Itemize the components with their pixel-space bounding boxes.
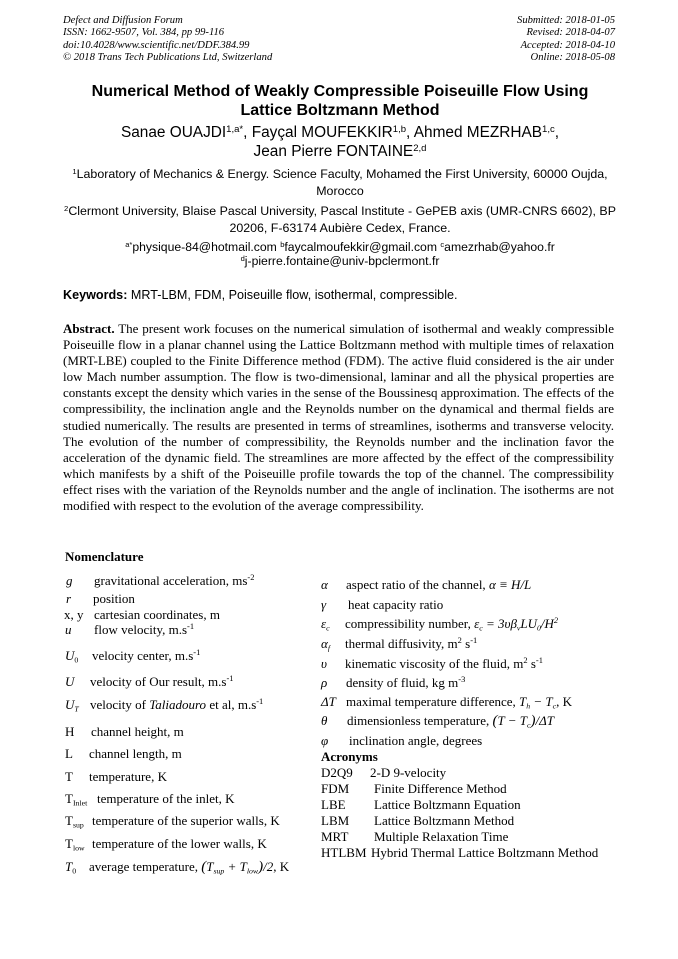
nomenclature-desc: s bbox=[527, 656, 536, 671]
unit-exponent: -2 bbox=[247, 571, 255, 582]
dimensionless-temperature-formula: $(T - T_c)/\Delta T$ bbox=[492, 713, 554, 730]
symbol-subscript: Inlet bbox=[72, 798, 88, 808]
email-list bbox=[60, 240, 620, 268]
affiliation-1 bbox=[60, 166, 620, 200]
nomenclature-entry bbox=[321, 577, 531, 592]
symbol-base: α bbox=[321, 636, 328, 651]
nomenclature-desc: temperature of the superior walls, K bbox=[92, 813, 280, 828]
author-sup: 1,c bbox=[542, 123, 555, 135]
nomenclature-entry bbox=[65, 769, 167, 784]
author-name: Fayçal MOUFEKKIR bbox=[251, 124, 393, 141]
symbol-base: T bbox=[65, 859, 73, 874]
nomenclature-entry bbox=[65, 859, 289, 875]
doi-line: doi:10.4028/www.scientific.net/DDF.384.99 bbox=[63, 39, 250, 51]
nomenclature-desc: maximal temperature difference, bbox=[346, 694, 520, 709]
symbol-base: U bbox=[65, 697, 75, 712]
nomenclature-desc: temperature, K bbox=[89, 769, 167, 784]
paper-title bbox=[60, 82, 620, 120]
issn-line: ISSN: 1662-9507, Vol. 384, pp 99-116 bbox=[63, 27, 225, 39]
abstract bbox=[63, 321, 614, 514]
acronym-value: Multiple Relaxation Time bbox=[374, 829, 509, 844]
nomenclature-entry bbox=[321, 733, 482, 748]
temperature-difference-formula: $T_h - T_c$ bbox=[519, 694, 557, 711]
acronym-value: 2-D 9-velocity bbox=[370, 765, 447, 780]
nomenclature-symbol bbox=[321, 616, 345, 631]
nomenclature-desc: channel height, m bbox=[91, 724, 184, 739]
nomenclature-symbol: α bbox=[321, 577, 328, 592]
acronym-entry bbox=[321, 781, 507, 796]
nomenclature-symbol: φ bbox=[321, 733, 329, 748]
nomenclature-desc: et al, m.s bbox=[206, 697, 257, 712]
nomenclature-entry bbox=[65, 697, 263, 712]
nomenclature-symbol: r bbox=[66, 591, 72, 606]
nomenclature-entry bbox=[321, 636, 477, 651]
nomenclature-desc: position bbox=[93, 591, 135, 606]
acronyms-title: Acronyms bbox=[321, 749, 378, 764]
author-sup: 2,d bbox=[413, 142, 427, 154]
unit-exponent: -1 bbox=[226, 672, 234, 683]
nomenclature-desc: heat capacity ratio bbox=[348, 597, 444, 612]
symbol-subscript: low bbox=[72, 843, 85, 853]
email-link[interactable]: j-pierre.fontaine@univ-bpclermont.fr bbox=[244, 254, 440, 268]
nomenclature-symbol bbox=[321, 636, 345, 651]
acronym-entry bbox=[321, 797, 521, 812]
acronym-key: LBM bbox=[321, 813, 350, 828]
nomenclature-desc: density of fluid, kg m bbox=[346, 675, 459, 690]
nomenclature-entry bbox=[65, 674, 234, 689]
nomenclature-symbol bbox=[65, 836, 92, 851]
nomenclature-entry bbox=[321, 694, 572, 709]
nomenclature-symbol: T bbox=[65, 769, 73, 784]
author-sup: 1,b bbox=[392, 123, 407, 135]
nomenclature-desc: velocity of bbox=[90, 697, 150, 712]
acronym-entry bbox=[321, 845, 598, 860]
acronym-key: FDM bbox=[321, 781, 350, 796]
acronym-key: HTLBM bbox=[321, 845, 367, 860]
nomenclature-entry bbox=[65, 648, 200, 663]
nomenclature-entry bbox=[65, 622, 194, 637]
online-date: Online: 2018-05-08 bbox=[530, 52, 615, 64]
nomenclature-symbol: γ bbox=[321, 597, 327, 612]
nomenclature-desc: channel length, m bbox=[89, 746, 182, 761]
author-separator: , bbox=[406, 124, 414, 141]
nomenclature-symbol: x, y bbox=[64, 607, 84, 622]
nomenclature-entry bbox=[64, 607, 220, 622]
nomenclature-symbol: g bbox=[66, 573, 73, 588]
aspect-ratio-formula: α ≡ H/L bbox=[488, 577, 532, 592]
journal-name: Defect and Diffusion Forum bbox=[63, 15, 183, 26]
acronym-value: Finite Difference Method bbox=[374, 781, 507, 796]
unit-exponent: -1 bbox=[193, 646, 201, 657]
author-separator: , bbox=[243, 124, 252, 141]
affiliation-sup: 2 bbox=[64, 203, 69, 213]
nomenclature-desc: dimensionless temperature, bbox=[347, 713, 493, 728]
affiliation-sup: 1 bbox=[72, 166, 77, 176]
nomenclature-entry bbox=[65, 813, 280, 828]
symbol-base: ε bbox=[321, 616, 327, 631]
nomenclature-symbol: υ bbox=[321, 656, 327, 671]
email-link[interactable]: physique-84@hotmail.com bbox=[132, 240, 277, 254]
nomenclature-desc: average temperature, bbox=[89, 859, 202, 874]
acronym-entry bbox=[321, 765, 446, 780]
nomenclature-entry bbox=[321, 597, 443, 612]
nomenclature-desc: thermal diffusivity, m bbox=[345, 636, 458, 651]
nomenclature-title: Nomenclature bbox=[65, 549, 144, 564]
symbol-base: T bbox=[65, 791, 73, 806]
nomenclature-symbol: ρ bbox=[321, 675, 328, 690]
title-line-1: Numerical Method of Weakly Compressible Poiseuille Flow Using bbox=[91, 83, 589, 100]
symbol-base: T bbox=[65, 813, 73, 828]
acronym-value: Lattice Boltzmann Equation bbox=[374, 797, 521, 812]
symbol-subscript: 0 bbox=[72, 866, 77, 876]
nomenclature-symbol: ΔT bbox=[321, 694, 336, 709]
symbol-base: T bbox=[65, 836, 73, 851]
symbol-base: U bbox=[65, 648, 75, 663]
copyright-line: © 2018 Trans Tech Publications Ltd, Switzerland bbox=[63, 52, 273, 64]
nomenclature-desc: , K bbox=[273, 859, 290, 874]
nomenclature-symbol: U bbox=[65, 674, 75, 689]
revised-date: Revised: 2018-04-07 bbox=[526, 27, 615, 39]
keywords-text: MRT-LBM, FDM, Poiseuille flow, isothermal, compressible. bbox=[127, 288, 458, 302]
nomenclature-entry bbox=[66, 591, 135, 606]
nomenclature-symbol: u bbox=[65, 622, 72, 637]
nomenclature-desc: compressibility number, bbox=[345, 616, 475, 631]
acronym-key: MRT bbox=[321, 829, 349, 844]
email-link[interactable]: faycalmoufekkir@gmail.com bbox=[284, 240, 437, 254]
unit-exponent: -1 bbox=[470, 634, 478, 645]
email-sup: c bbox=[440, 239, 445, 249]
title-line-2: Lattice Boltzmann Method bbox=[240, 102, 440, 119]
unit-exponent: -1 bbox=[187, 620, 195, 631]
nomenclature-desc: inclination angle, degrees bbox=[349, 733, 483, 748]
acronym-entry bbox=[321, 829, 508, 844]
email-sup: d bbox=[240, 253, 245, 263]
nomenclature-desc: gravitational acceleration, ms bbox=[94, 573, 248, 588]
nomenclature-desc: velocity center, m.s bbox=[92, 648, 194, 663]
unit-exponent: 2 bbox=[457, 634, 462, 645]
submitted-date: Submitted: 2018-01-05 bbox=[517, 15, 615, 26]
email-link[interactable]: amezrhab@yahoo.fr bbox=[444, 240, 555, 254]
unit-exponent: -3 bbox=[458, 673, 466, 684]
nomenclature-desc: , K bbox=[556, 694, 573, 709]
accepted-date: Accepted: 2018-04-10 bbox=[520, 39, 615, 51]
author-list bbox=[60, 123, 620, 161]
acronym-value: Hybrid Thermal Lattice Boltzmann Method bbox=[371, 845, 599, 860]
nomenclature-entry bbox=[66, 573, 254, 588]
nomenclature-desc: temperature of the lower walls, K bbox=[92, 836, 267, 851]
nomenclature-entry bbox=[65, 791, 235, 806]
symbol-subscript: f bbox=[327, 643, 330, 653]
author-separator: , bbox=[554, 124, 560, 141]
author-name: Ahmed MEZRHAB bbox=[413, 124, 543, 141]
nomenclature-desc: aspect ratio of the channel, bbox=[346, 577, 489, 592]
nomenclature-symbol bbox=[65, 697, 90, 712]
nomenclature-symbol bbox=[65, 859, 89, 874]
average-temperature-formula: $(T_{sup} + T_{low})/2$ bbox=[201, 859, 274, 876]
acronym-value: Lattice Boltzmann Method bbox=[374, 813, 515, 828]
affiliation-text: Laboratory of Mechanics & Energy. Science Faculty, Mohamed the First University, 60000 Oujda, Morocco bbox=[76, 167, 608, 198]
nomenclature-entry bbox=[65, 724, 184, 739]
acronym-key: D2Q9 bbox=[321, 765, 353, 780]
nomenclature-desc: s bbox=[461, 636, 471, 651]
nomenclature-desc: kinematic viscosity of the fluid, m bbox=[345, 656, 524, 671]
affiliation-text: Clermont University, Blaise Pascal University, Pascal Institute - GePEB axis (UMR-CNRS 6602), BP 20206, F-63174 Aubière Cedex, France. bbox=[68, 204, 616, 235]
compressibility-formula: $\varepsilon_c = 3\upsilon\beta_vLU_0/H^2$ bbox=[474, 614, 559, 633]
nomenclature-symbol: L bbox=[65, 746, 73, 761]
symbol-subscript: 0 bbox=[74, 655, 79, 665]
acronym-key: LBE bbox=[321, 797, 346, 812]
keywords bbox=[63, 288, 623, 303]
abstract-text: The present work focuses on the numerical simulation of isothermal and weakly compressible Poiseuille flow in a planar channel using the Lattice Boltzmann method with multiple times of relaxation (MRT-LBE) coupled to the Finite Difference method (FDM). The active fluid considered is the air under low Mach number assumption. The flow is two-dimensional, laminar and all the physical properties are constants except the density which varies in the sense of the Boussinesq approximation. The effects of the compressibility, the inclination angle and the Reynolds number on the dynamical and thermal fields are studied numerically. The results are presented in terms of streamlines, isotherms and transverse velocity. The evolution of the number of compressibility, the Reynolds number and the inclination favor the acceleration of the dynamic field. The streamlines are more affected by the effect of the compressibility which manifests by a shift of the Poiseuille profile towards the top of the channel. The compressibility effect rises with the variation of the Reynolds number and the angle of inclination. The isotherms are not modified with respect to the evolution of the average compressibility. bbox=[63, 321, 614, 514]
symbol-subscript: sup bbox=[72, 820, 84, 830]
author-sup: 1,a* bbox=[226, 123, 244, 135]
abstract-label: Abstract. bbox=[63, 321, 115, 336]
email-sup: a* bbox=[125, 239, 133, 249]
nomenclature-entry bbox=[65, 746, 182, 761]
nomenclature-entry bbox=[321, 656, 543, 671]
nomenclature-entry bbox=[321, 616, 558, 631]
author-name: Sanae OUAJDI bbox=[120, 124, 227, 141]
nomenclature-entry bbox=[321, 713, 554, 729]
nomenclature-symbol bbox=[65, 648, 92, 663]
acronym-entry bbox=[321, 813, 514, 828]
nomenclature-symbol bbox=[65, 791, 97, 806]
symbol-subscript: T bbox=[74, 704, 79, 714]
affiliation-2 bbox=[60, 203, 620, 237]
cited-author: Taliadouro bbox=[149, 697, 207, 712]
symbol-subscript: c bbox=[326, 623, 330, 633]
unit-exponent: -1 bbox=[256, 695, 264, 706]
nomenclature-desc: cartesian coordinates, m bbox=[94, 607, 220, 622]
unit-exponent: -1 bbox=[535, 654, 543, 665]
nomenclature-desc: flow velocity, m.s bbox=[94, 622, 188, 637]
journal-info bbox=[63, 15, 272, 65]
author-name: Jean Pierre FONTAINE bbox=[253, 143, 414, 160]
nomenclature-entry bbox=[321, 675, 465, 690]
unit-exponent: 2 bbox=[523, 654, 528, 665]
nomenclature-desc: velocity of Our result, m.s bbox=[90, 674, 227, 689]
nomenclature-entry bbox=[65, 836, 267, 851]
dates-info bbox=[517, 15, 615, 65]
nomenclature-symbol: H bbox=[65, 724, 75, 739]
nomenclature-symbol bbox=[65, 813, 92, 828]
keywords-label: Keywords: bbox=[63, 288, 128, 302]
nomenclature-symbol: θ bbox=[321, 713, 328, 728]
email-sup: b bbox=[280, 239, 285, 249]
nomenclature-desc: temperature of the inlet, K bbox=[97, 791, 235, 806]
